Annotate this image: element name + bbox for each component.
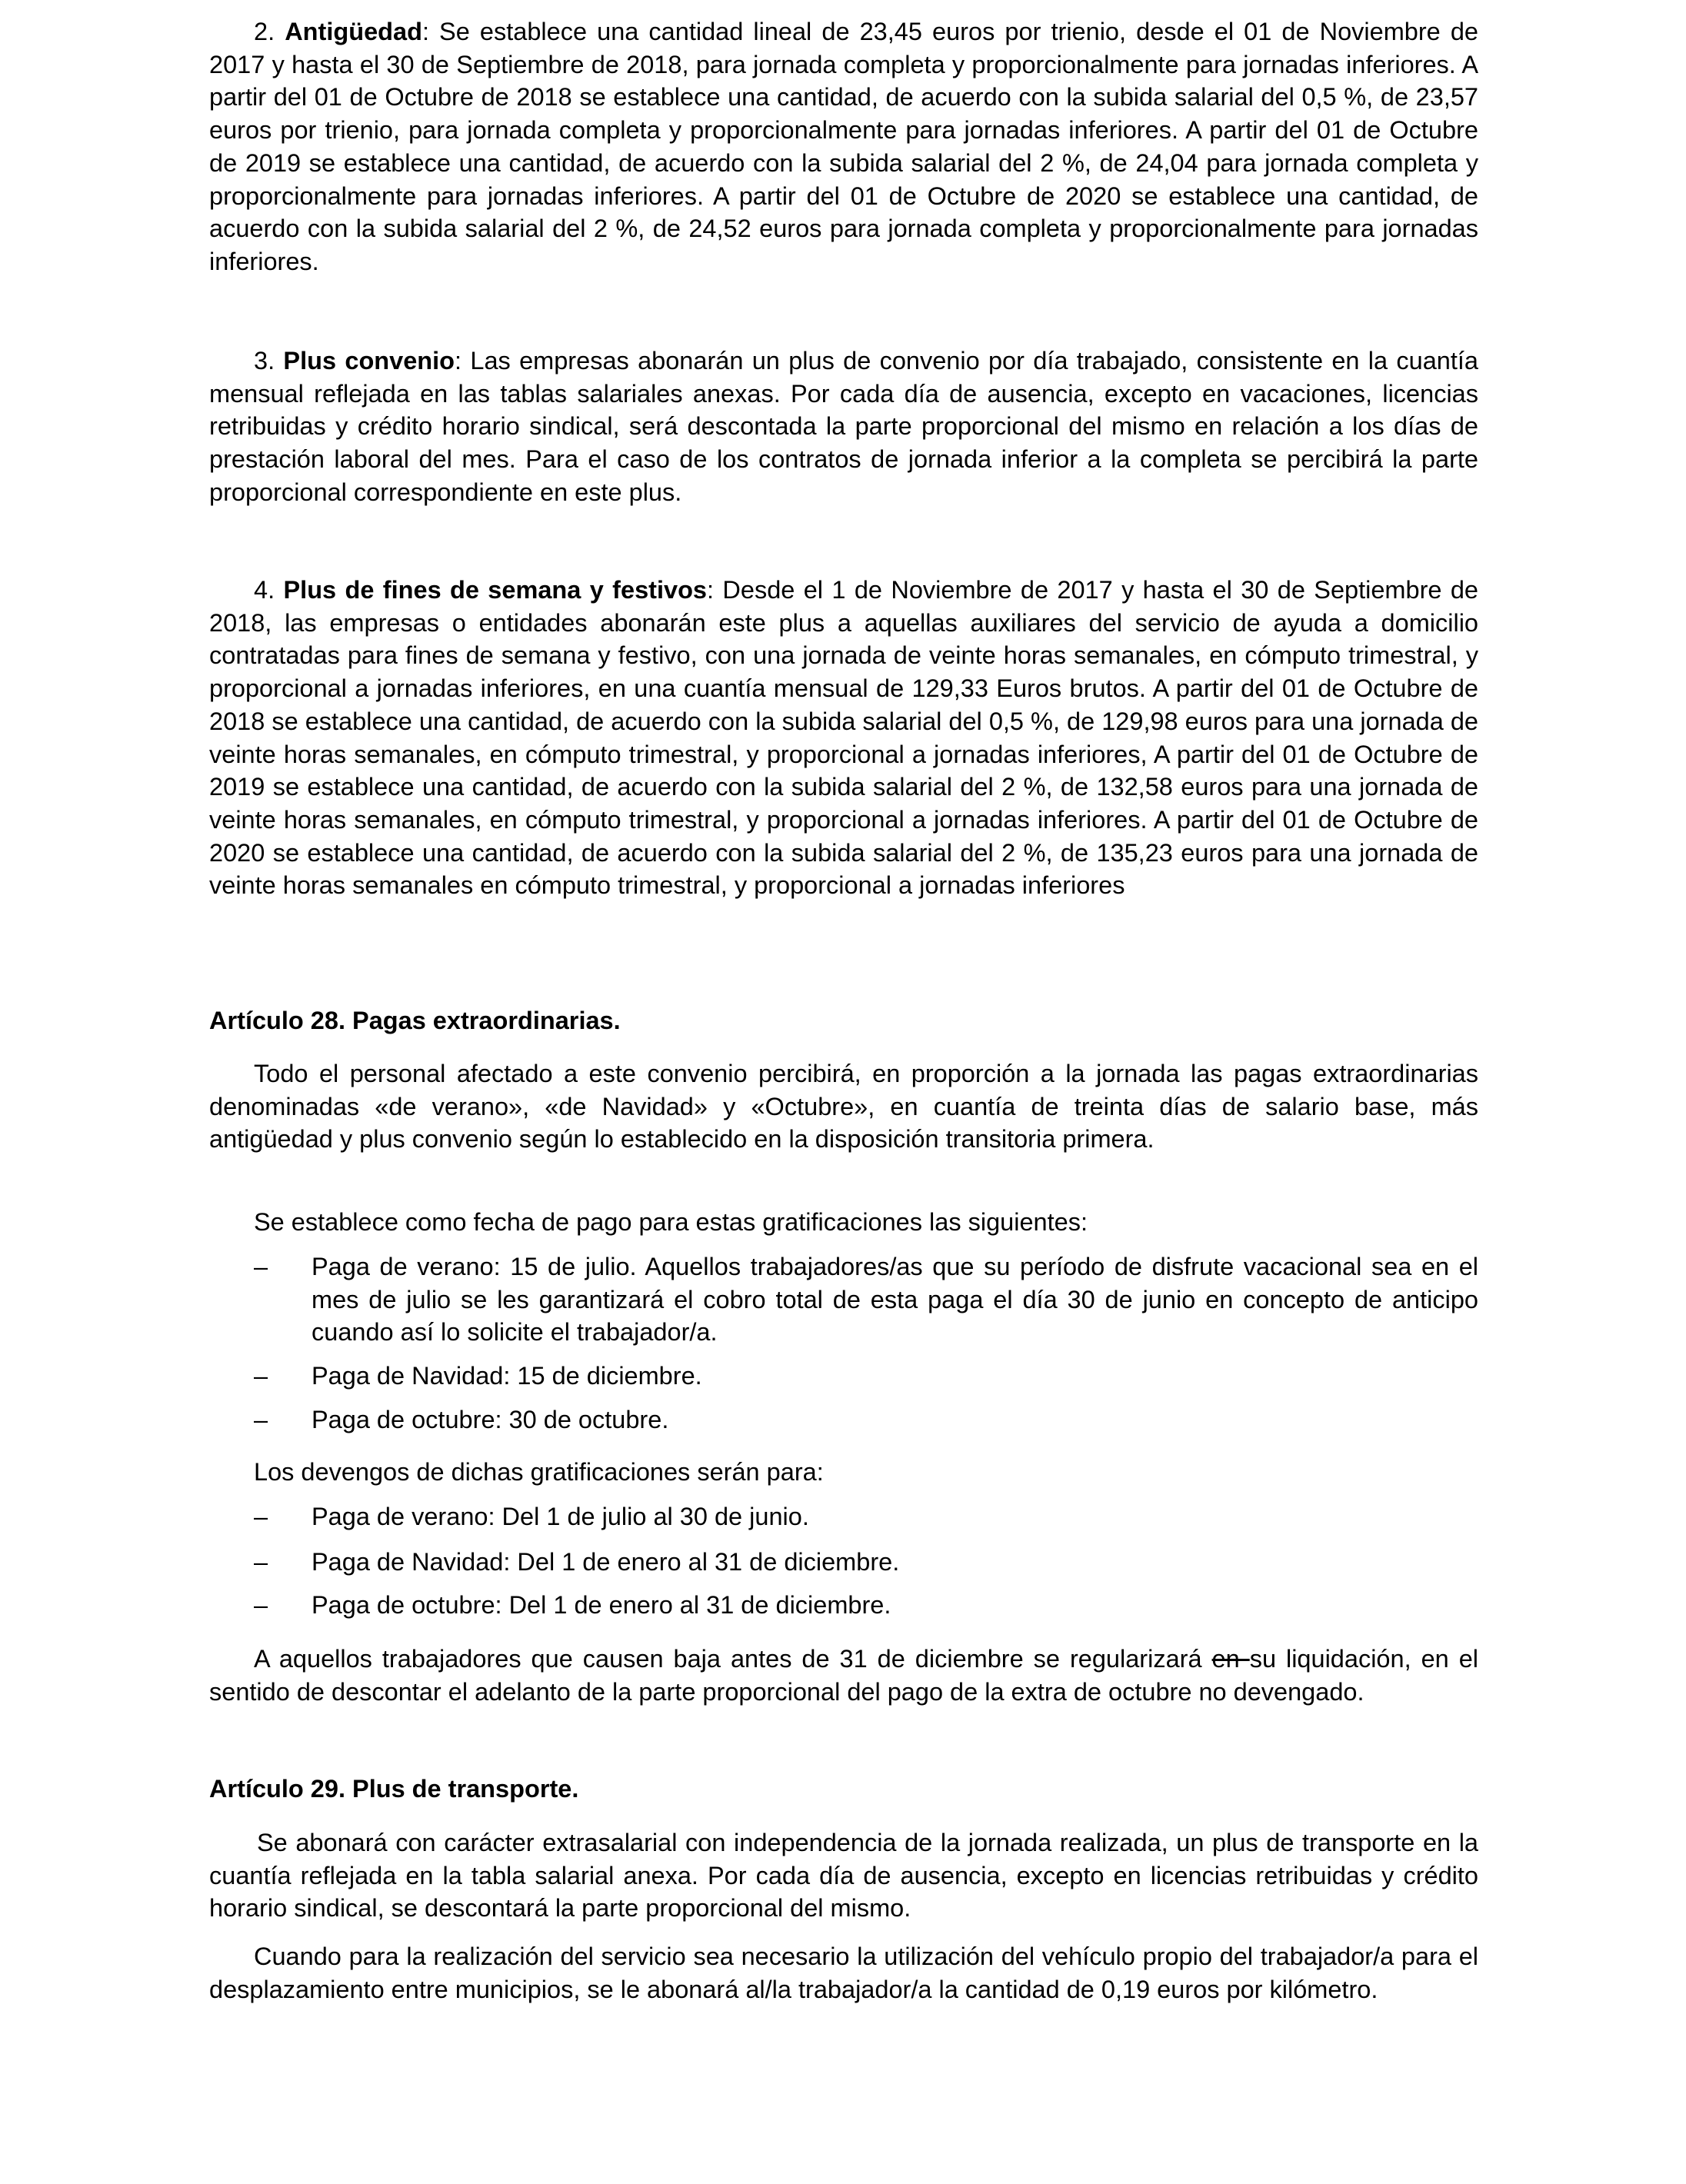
dash-bullet: –	[254, 1548, 268, 1576]
dash-bullet: –	[254, 1362, 268, 1390]
article-28-closing	[209, 1643, 1478, 1708]
item-title: Plus de fines de semana y festivos	[283, 576, 708, 604]
item-title: Antigüedad	[285, 18, 422, 45]
dash-bullet: –	[254, 1406, 268, 1433]
list-item-accrual-summer	[209, 1500, 1478, 1533]
list-item-accrual-christmas	[209, 1546, 1478, 1579]
item-text: : Desde el 1 de Noviembre de 2017 y hasta el 30 de Septiembre de 2018, las empresas o entidades abonarán este plus a aquellas auxiliares del servicio de ayuda a domicilio contratadas para fines de semana y festivo, con una jornada de veinte horas semanales, en cómputo trimestral, y proporcional a jornadas inferiores, en una cuantía mensual de 129,33 Euros brutos. A partir del 01 de Octubre de 2018 se establece una cantidad, de acuerdo con la subida salarial del 0,5 %, de 129,98 euros para una jornada de veinte horas semanales, en cómputo trimestral, y proporcional a jornadas inferiores, A partir del 01 de Octubre de 2019 se establece una cantidad, de acuerdo con la subida salarial del 2 %, de 132,58 euros para una jornada de veinte horas semanales, en cómputo trimestral, y proporcional a jornadas inferiores. A partir del 01 de Octubre de 2020 se establece una cantidad, de acuerdo con la subida salarial del 2 %, de 135,23 euros para una jornada de veinte horas semanales en cómputo trimestral, y proporcional a jornadas inferiores	[209, 576, 1478, 900]
list-item-text: Paga de Navidad: 15 de diciembre.	[312, 1362, 702, 1390]
list-item-text: Paga de Navidad: Del 1 de enero al 31 de diciembre.	[312, 1548, 900, 1576]
article-29-heading: Artículo 29. Plus de transporte.	[209, 1775, 579, 1803]
item-number: 3.	[254, 347, 275, 375]
article-29-paragraph-2: Cuando para la realización del servicio sea necesario la utilización del vehículo propio del trabajador/a para el desplazamiento entre municipios, se le abonará al/la trabajador/a la cantidad de 0,19 euros por kilómetro.	[209, 1943, 1478, 2003]
paragraph-antiguedad	[209, 15, 1478, 278]
closing-text-before: A aquellos trabajadores que causen baja antes de 31 de diciembre se regularizará	[254, 1645, 1212, 1673]
accrual-intro: Los devengos de dichas gratificaciones serán para:	[254, 1458, 824, 1486]
struck-text: en	[1211, 1645, 1250, 1673]
payment-dates-intro: Se establece como fecha de pago para estas gratificaciones las siguientes:	[254, 1208, 1088, 1236]
dash-bullet: –	[254, 1591, 268, 1619]
paragraph-plus-convenio	[209, 345, 1478, 509]
item-title: Plus convenio	[283, 347, 455, 375]
item-number: 2.	[254, 18, 275, 45]
dash-bullet: –	[254, 1503, 268, 1530]
list-item-payment-summer	[209, 1250, 1478, 1349]
list-item-text: Paga de octubre: Del 1 de enero al 31 de diciembre.	[312, 1591, 891, 1619]
article-29-paragraph-1: Se abonará con carácter extrasalarial con independencia de la jornada realizada, un plus de transporte en la cuantía reflejada en la tabla salarial anexa. Por cada día de ausencia, excepto en licencias retribuidas y crédito horario sindical, se descontará la parte proporcional del mismo.	[209, 1829, 1478, 1923]
item-number: 4.	[254, 576, 275, 604]
closing-text-after: su liquidación, en el sentido de descontar el adelanto de la parte proporcional del pago de la extra de octubre no devengado.	[209, 1645, 1478, 1706]
item-text: : Se establece una cantidad lineal de 23,45 euros por trienio, desde el 01 de Noviembre de 2017 y hasta el 30 de Septiembre de 2018, para jornada completa y proporcionalmente para jornadas inferiores. A partir del 01 de Octubre de 2018 se establece una cantidad, de acuerdo con la subida salarial del 0,5 %, de 23,57 euros por trienio, para jornada completa y proporcionalmente para jornadas inferiores. A partir del 01 de Octubre de 2019 se establece una cantidad, de acuerdo con la subida salarial del 2 %, de 24,04 para jornada completa y proporcionalmente para jornadas inferiores. A partir del 01 de Octubre de 2020 se establece una cantidad, de acuerdo con la subida salarial del 2 %, de 24,52 euros para jornada completa y proporcionalmente para jornadas inferiores.	[209, 18, 1479, 275]
list-item-text: Paga de verano: Del 1 de julio al 30 de junio.	[312, 1503, 809, 1530]
list-item-payment-christmas	[209, 1360, 1478, 1393]
paragraph-plus-fines-semana	[209, 574, 1478, 902]
dash-bullet: –	[254, 1253, 268, 1280]
list-item-text: Paga de verano: 15 de julio. Aquellos trabajadores/as que su período de disfrute vacacional sea en el mes de julio se les garantizará el cobro total de esta paga el día 30 de junio en concepto de anticipo cuando así lo solicite el trabajador/a.	[312, 1253, 1478, 1347]
article-28-heading: Artículo 28. Pagas extraordinarias.	[209, 1007, 621, 1034]
item-text: : Las empresas abonarán un plus de convenio por día trabajado, consistente en la cuantía mensual reflejada en las tablas salariales anexas. Por cada día de ausencia, excepto en vacaciones, licencias retribuidas y crédito horario sindical, será descontada la parte proporcional del mismo en relación a los días de prestación laboral del mes. Para el caso de los contratos de jornada inferior a la completa se percibirá la parte proporcional correspondiente en este plus.	[209, 347, 1478, 506]
list-item-accrual-october	[209, 1589, 1478, 1622]
article-28-intro: Todo el personal afectado a este convenio percibirá, en proporción a la jornada las pagas extraordinarias denominadas «de verano», «de Navidad» y «Octubre», en cuantía de treinta días de salario base, más antigüedad y plus convenio según lo establecido en la disposición transitoria primera.	[209, 1060, 1478, 1154]
list-item-payment-october	[209, 1403, 1478, 1437]
list-item-text: Paga de octubre: 30 de octubre.	[312, 1406, 669, 1433]
